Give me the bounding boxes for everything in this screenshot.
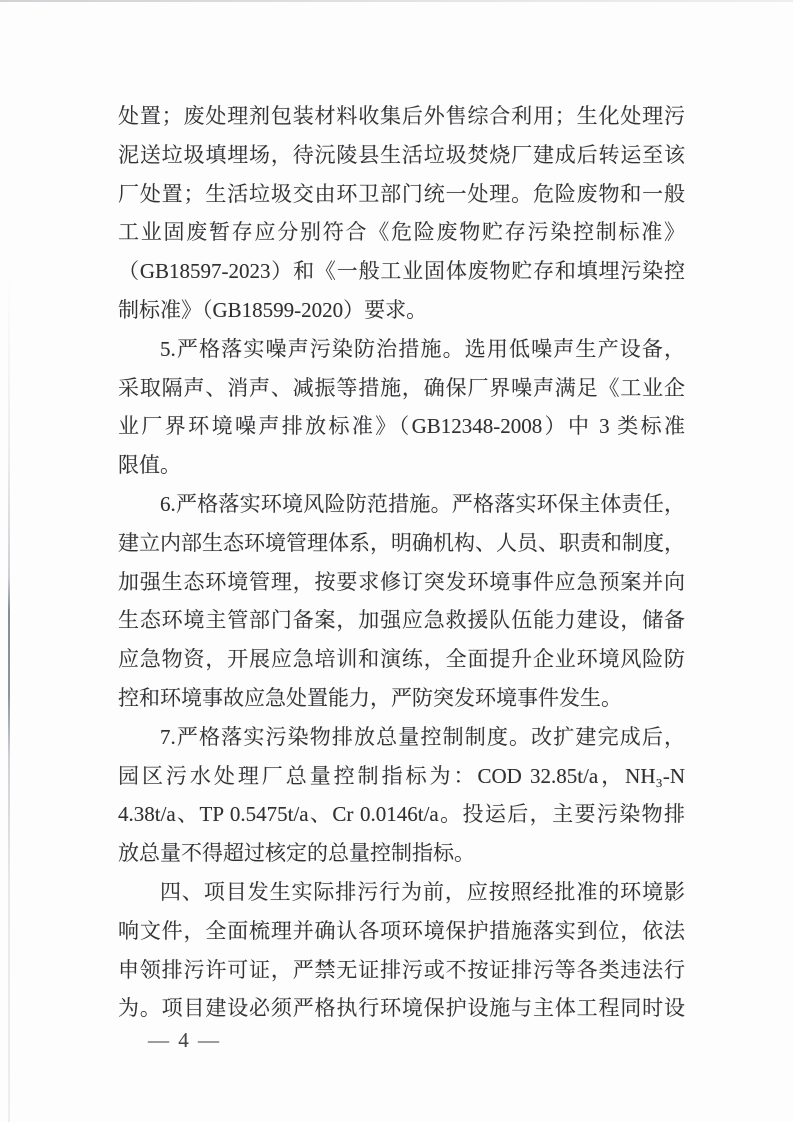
text-line: 申领排污许可证，严禁无证排污或不按证排污等各类违法行 (118, 957, 685, 982)
text-line: （GB18597-2023）和《一般工业固体废物贮存和填埋污染控 (118, 259, 685, 284)
text-line: 5.严格落实噪声污染防治措施。选用低噪声生产设备， (160, 336, 685, 361)
text-line: 6.严格落实环境风险防范措施。严格落实环保主体责任， (160, 491, 685, 516)
text-line: 放总量不得超过核定的总量控制指标。 (118, 841, 475, 866)
text-line: 控和环境事故应急处置能力，严防突发环境事件发生。 (118, 685, 622, 710)
document-body (118, 97, 685, 1028)
text-line: 泥送垃圾填埋场，待沅陵县生活垃圾焚烧厂建成后转运至该 (118, 142, 685, 167)
text-line: 响文件，全面梳理并确认各项环境保护措施落实到位，依法 (118, 918, 685, 943)
text-line: 应急物资，开展应急培训和演练，全面提升企业环境风险防 (118, 647, 685, 672)
text-line: 园区污水处理厂总量控制指标为：COD 32.85t/a，NH₃-N (118, 763, 685, 788)
text-line: 限值。 (118, 453, 181, 478)
page-number: — 4 — (148, 1028, 221, 1052)
text-line: 4.38t/a、TP 0.5475t/a、Cr 0.0146t/a。投运后，主要污染物排 (118, 802, 685, 827)
text-line: 业厂界环境噪声排放标准》（GB12348-2008）中 3 类标准 (118, 414, 685, 439)
text-line: 加强生态环境管理，按要求修订突发环境事件应急预案并向 (118, 569, 685, 594)
text-line: 制标准》（GB18599-2020）要求。 (118, 297, 428, 322)
text-line: 四、项目发生实际排污行为前，应按照经批准的环境影 (160, 879, 685, 904)
text-line: 建立内部生态环境管理体系，明确机构、人员、职责和制度， (118, 530, 685, 555)
scan-edge-artifact (0, 0, 793, 2)
text-line: 厂处置；生活垃圾交由环卫部门统一处理。危险废物和一般 (118, 181, 685, 206)
text-line: 工业固废暂存应分别符合《危险废物贮存污染控制标准》 (118, 220, 685, 245)
text-line: 7.严格落实污染物排放总量控制制度。改扩建完成后， (160, 724, 685, 749)
text-line: 采取隔声、消声、减振等措施，确保厂界噪声满足《工业企 (118, 375, 685, 400)
text-line: 为。项目建设必须严格执行环境保护设施与主体工程同时设 (118, 996, 685, 1021)
text-line: 生态环境主管部门备案，加强应急救援队伍能力建设，储备 (118, 608, 685, 633)
page-footer (148, 1028, 221, 1053)
scan-binding-artifact (8, 270, 10, 1122)
text-line: 处置；废处理剂包装材料收集后外售综合利用；生化处理污 (118, 104, 685, 128)
